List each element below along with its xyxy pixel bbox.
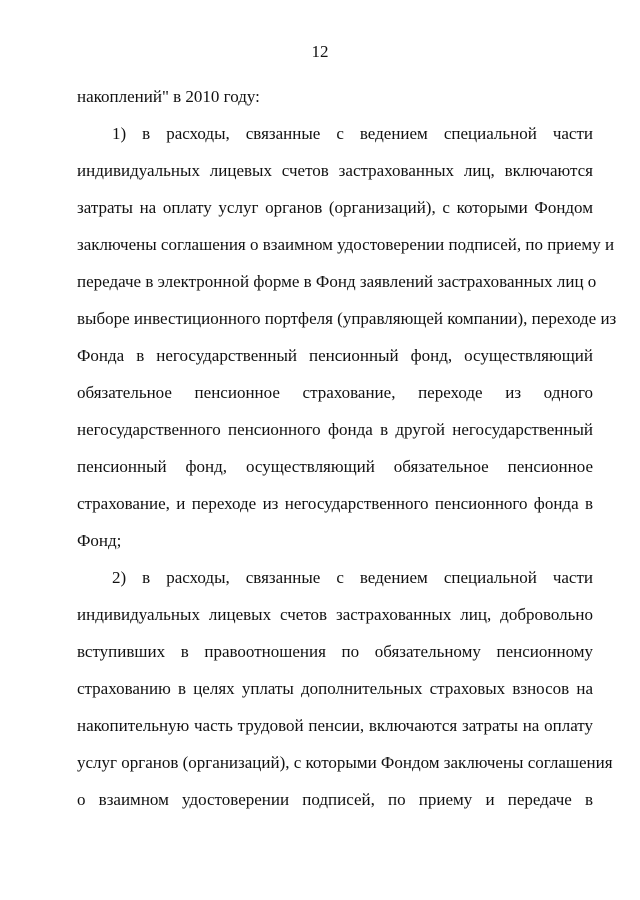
text-line: передаче в электронной форме в Фонд заявлений застрахованных лиц о — [77, 272, 597, 291]
text-line: пенсионный фонд, осуществляющий обязательное пенсионное — [77, 457, 593, 476]
text-line: заключены соглашения о взаимном удостоверении подписей, по приему и — [77, 235, 615, 254]
text-line: обязательное пенсионное страхование, переходе из одного — [77, 383, 593, 402]
text-line: вступивших в правоотношения по обязательному пенсионному — [77, 642, 593, 661]
text-line: затраты на оплату услуг органов (организаций), с которыми Фондом — [77, 198, 593, 217]
page-number: 12 — [311, 42, 329, 61]
text-line: 1) в расходы, связанные с ведением специальной части — [112, 124, 593, 143]
text-line: Фонда в негосударственный пенсионный фонд, осуществляющий — [77, 346, 593, 365]
text-line: страхование, и переходе из негосударственного пенсионного фонда в — [77, 494, 593, 513]
text-line: накопительную часть трудовой пенсии, включаются затраты на оплату — [77, 716, 593, 735]
text-line: о взаимном удостоверении подписей, по приему и передаче в — [77, 790, 593, 809]
text-line: индивидуальных лицевых счетов застрахованных лиц, включаются — [77, 161, 593, 180]
text-line: выборе инвестиционного портфеля (управляющей компании), переходе из — [77, 309, 617, 328]
text-line: индивидуальных лицевых счетов застрахованных лиц, добровольно — [77, 605, 593, 624]
text-line: страхованию в целях уплаты дополнительных страховых взносов на — [77, 679, 593, 698]
text-line: негосударственного пенсионного фонда в другой негосударственный — [77, 420, 593, 439]
text-line: Фонд; — [77, 531, 122, 550]
text-line: 2) в расходы, связанные с ведением специальной части — [112, 568, 593, 587]
text-line: услуг органов (организаций), с которыми Фондом заключены соглашения — [77, 753, 613, 772]
text-line: накоплений" в 2010 году: — [77, 87, 260, 106]
